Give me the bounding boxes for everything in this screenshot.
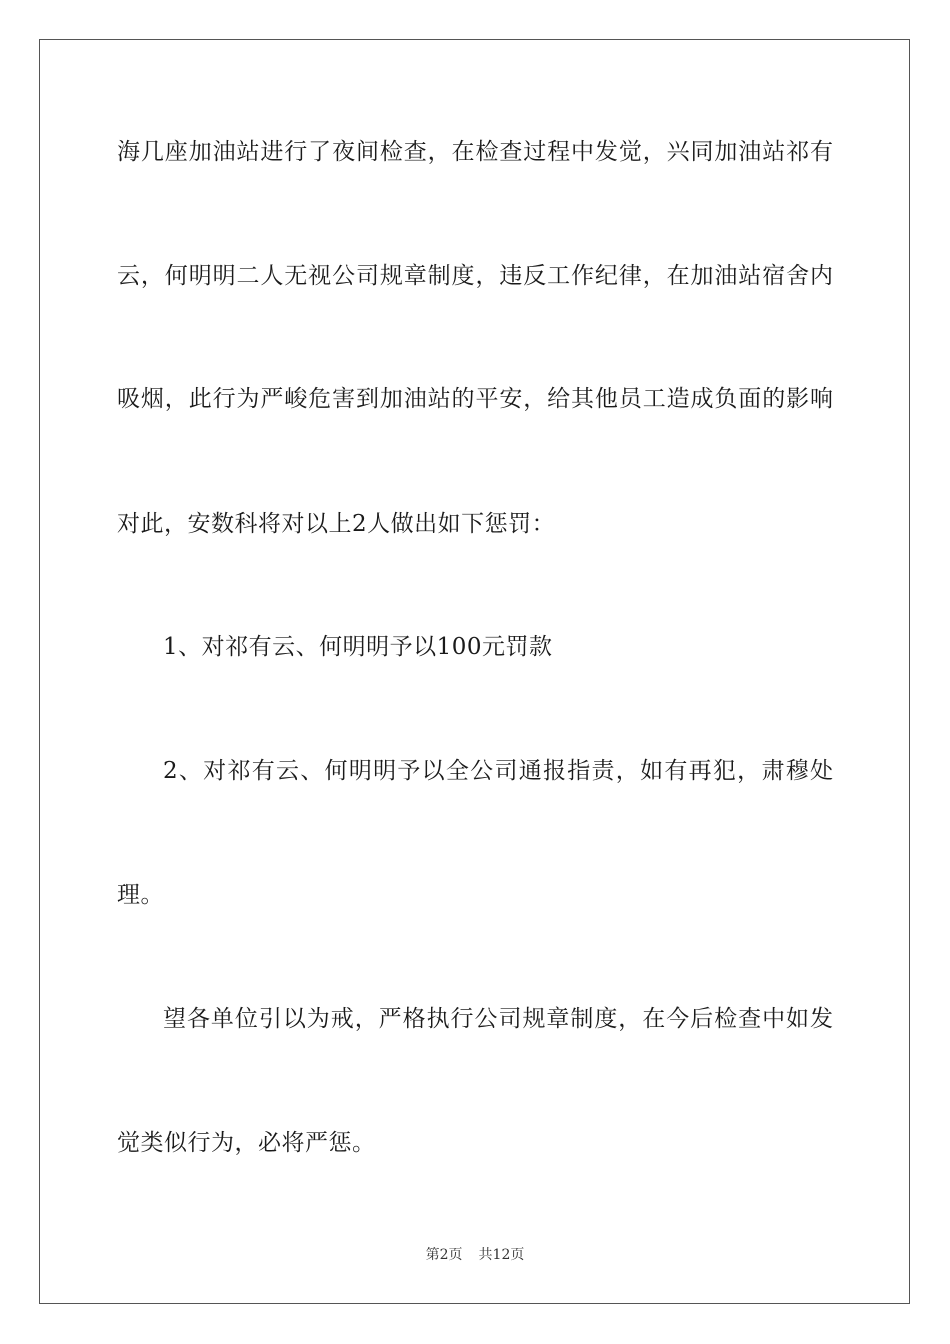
body-line-7: 理。: [117, 882, 164, 908]
closing-line-1: 望各单位引以为戒，严格执行公司规章制度，在今后检查中如发: [163, 1006, 833, 1032]
page-total: 共12页: [478, 1247, 525, 1263]
body-line-1: 海几座加油站进行了夜间检查，在检查过程中发觉，兴同加油站祁有: [117, 139, 833, 165]
body-line-2: 云，何明明二人无视公司规章制度，违反工作纪律，在加油站宿舍内: [117, 263, 833, 289]
penalty-item-1: 1、对祁有云、何明明予以100元罚款: [163, 634, 553, 660]
page-border: [39, 39, 910, 1304]
page-footer: [0, 1246, 950, 1264]
body-line-4: 对此，安数科将对以上2人做出如下惩罚：: [117, 511, 556, 537]
closing-line-2: 觉类似行为，必将严惩。: [117, 1130, 376, 1156]
body-line-3: 吸烟，此行为严峻危害到加油站的平安，给其他员工造成负面的影响: [117, 386, 833, 412]
penalty-item-2: 2、对祁有云、何明明予以全公司通报指责，如有再犯，肃穆处: [163, 758, 833, 784]
page-number: 第2页: [425, 1247, 463, 1263]
